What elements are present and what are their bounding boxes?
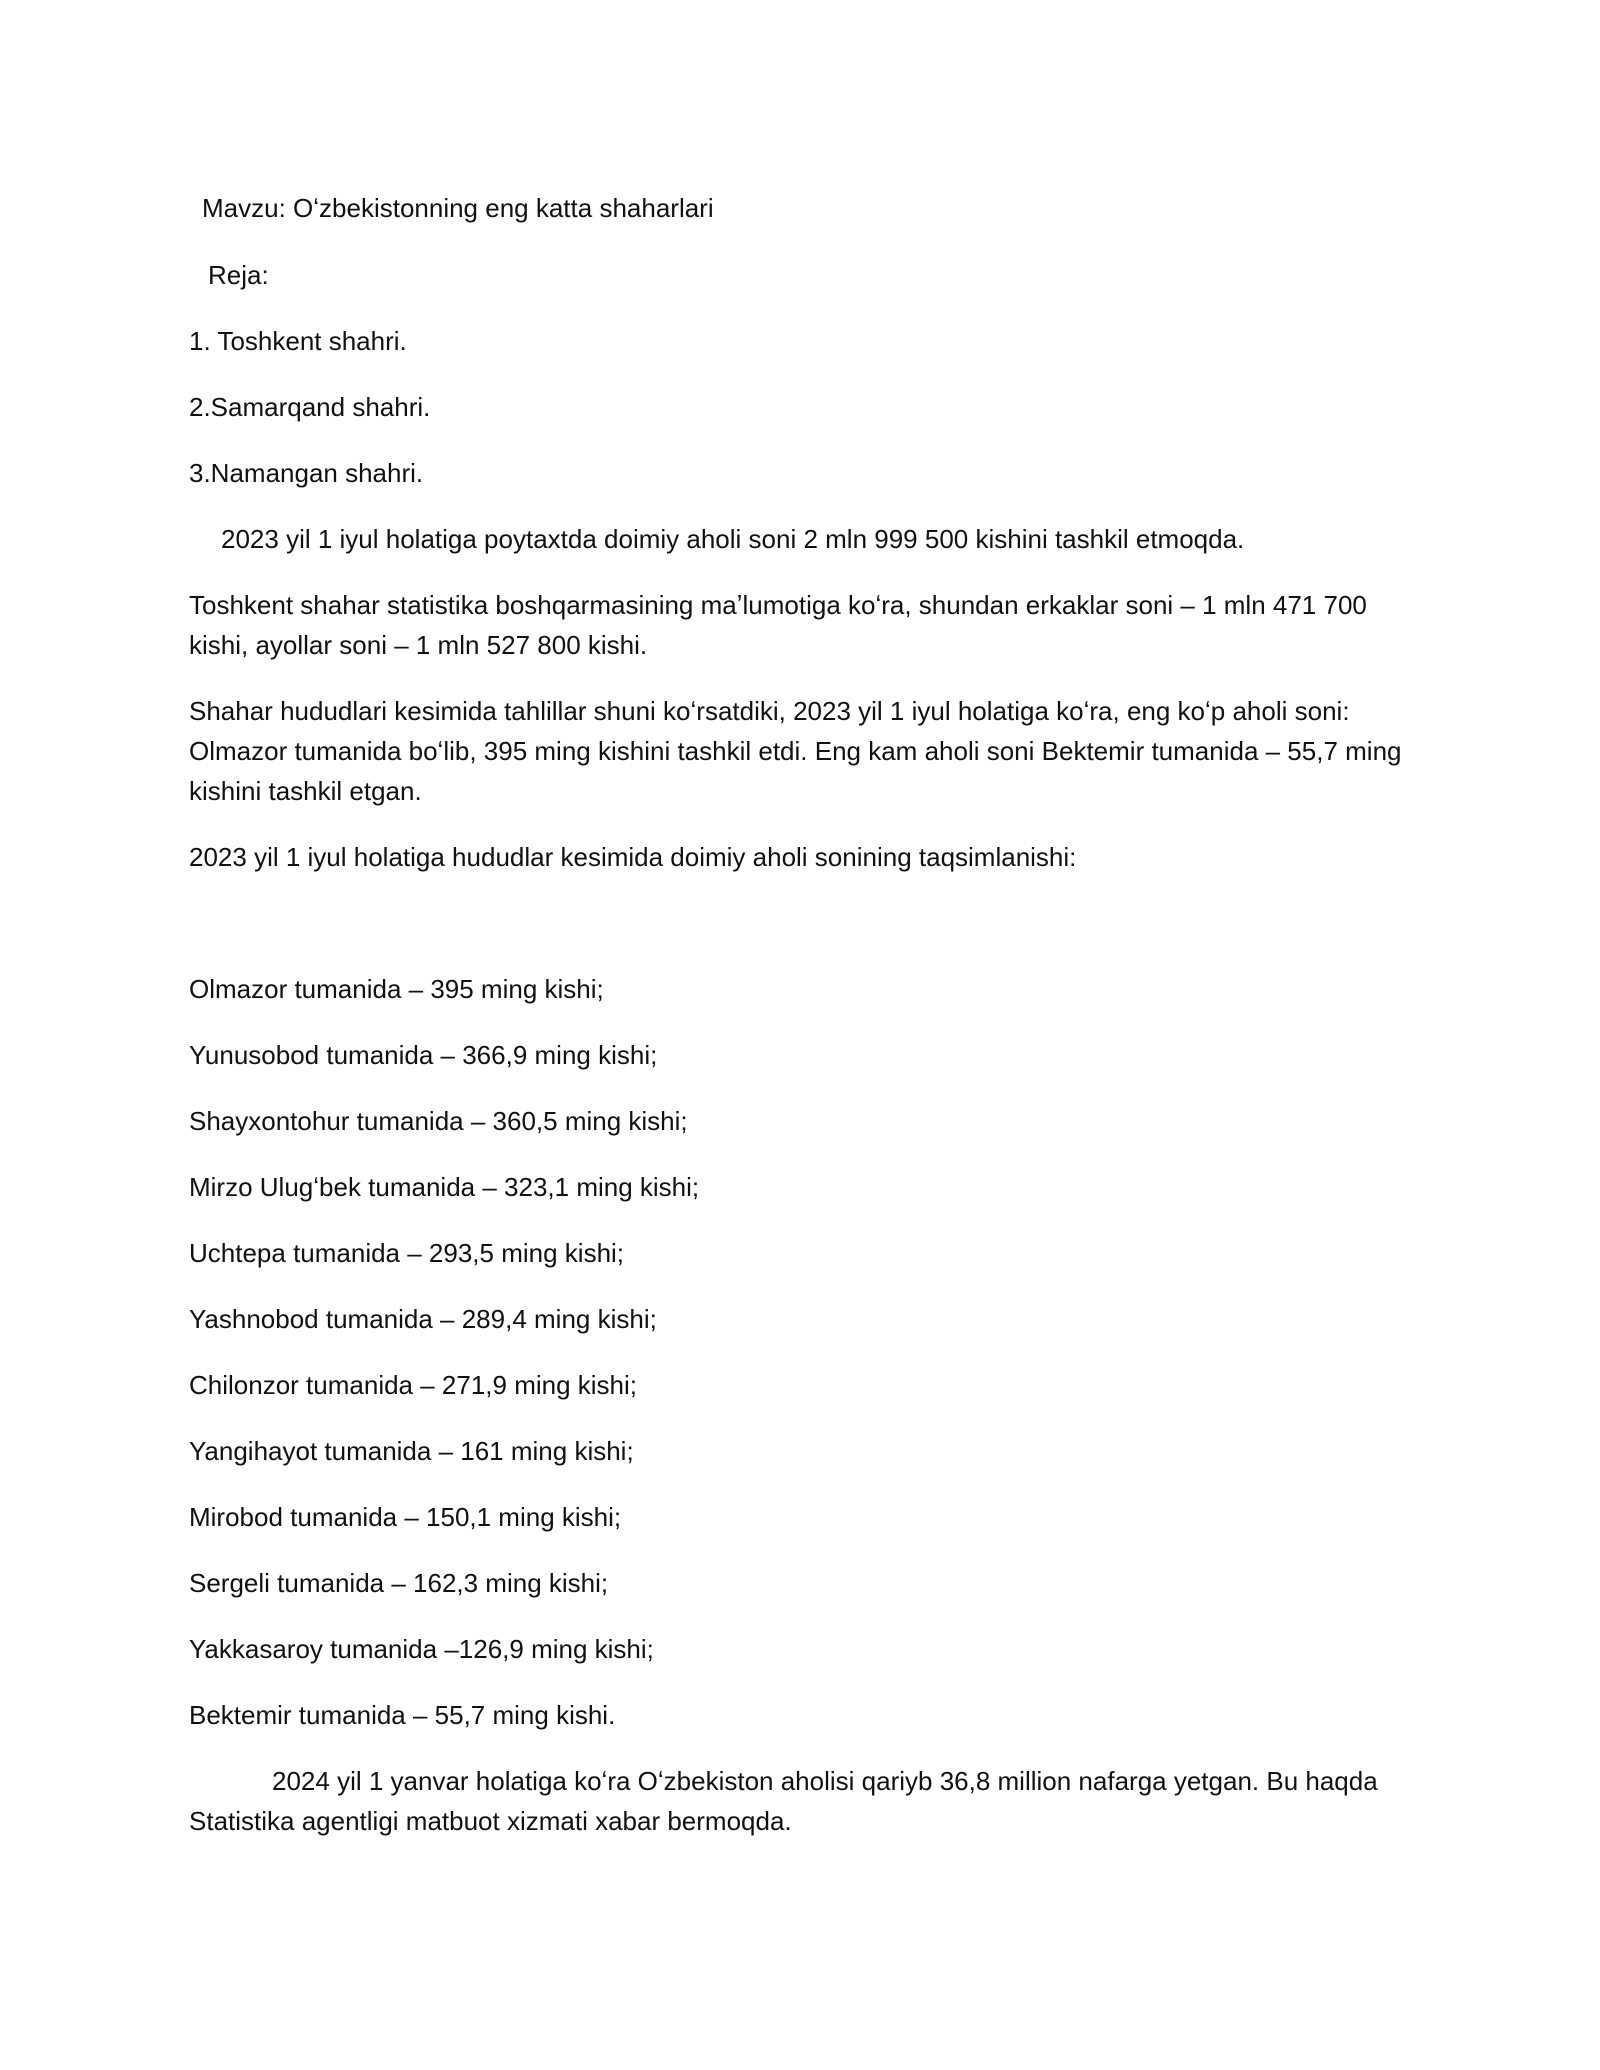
- district-item: Olmazor tumanida – 395 ming kishi;: [189, 974, 604, 1004]
- district-item: Bektemir tumanida – 55,7 ming kishi.: [189, 1700, 616, 1730]
- district-item: Chilonzor tumanida – 271,9 ming kishi;: [189, 1370, 638, 1400]
- district-item: Mirobod tumanida – 150,1 ming kishi;: [189, 1502, 622, 1532]
- district-item: Mirzo Ulugʻbek tumanida – 323,1 ming kishi;: [189, 1172, 700, 1202]
- plan-heading: Reja:: [208, 260, 269, 290]
- district-item: Yakkasaroy tumanida –126,9 ming kishi;: [189, 1634, 654, 1664]
- paragraph-districts-analysis: Shahar hududlari kesimida tahlillar shuni koʻrsatdiki, 2023 yil 1 iyul holatiga koʻra, eng koʻp aholi soni: Olmazor tumanida boʻlib, 395 ming kishini tashkil etdi. Eng kam aholi soni Bektemir tumanida – 55,7 ming kishini tashkil etgan.: [189, 696, 1402, 806]
- plan-item: 2.Samarqand shahri.: [189, 392, 431, 422]
- district-item: Yunusobod tumanida – 366,9 ming kishi;: [189, 1040, 658, 1070]
- plan-item: 3.Namangan shahri.: [189, 458, 424, 488]
- blank-line: [189, 903, 1419, 969]
- paragraph-population: 2023 yil 1 iyul holatiga poytaxtda doimiy aholi soni 2 mln 999 500 kishini tashkil etmoqda.: [221, 524, 1245, 554]
- district-item: Uchtepa tumanida – 293,5 ming kishi;: [189, 1238, 625, 1268]
- district-item: Yashnobod tumanida – 289,4 ming kishi;: [189, 1304, 657, 1334]
- plan-item: 1. Toshkent shahri.: [189, 326, 407, 356]
- document-title: Mavzu: Oʻzbekistonning eng katta shaharlari: [202, 193, 714, 223]
- paragraph-gender: Toshkent shahar statistika boshqarmasining maʼlumotiga koʻra, shundan erkaklar soni – 1 mln 471 700 kishi, ayollar soni – 1 mln 527 800 kishi.: [189, 590, 1367, 660]
- district-item: Shayxontohur tumanida – 360,5 ming kishi;: [189, 1106, 688, 1136]
- paragraph-distribution-intro: 2023 yil 1 iyul holatiga hududlar kesimida doimiy aholi sonining taqsimlanishi:: [189, 842, 1077, 872]
- document-body: [189, 188, 1419, 1867]
- district-item: Sergeli tumanida – 162,3 ming kishi;: [189, 1568, 609, 1598]
- district-item: Yangihayot tumanida – 161 ming kishi;: [189, 1436, 634, 1466]
- paragraph-national-population: 2024 yil 1 yanvar holatiga koʻra Oʻzbekiston aholisi qariyb 36,8 million nafarga yetgan. Bu haqda Statistika agentligi matbuot xizmati xabar bermoqda.: [189, 1766, 1378, 1836]
